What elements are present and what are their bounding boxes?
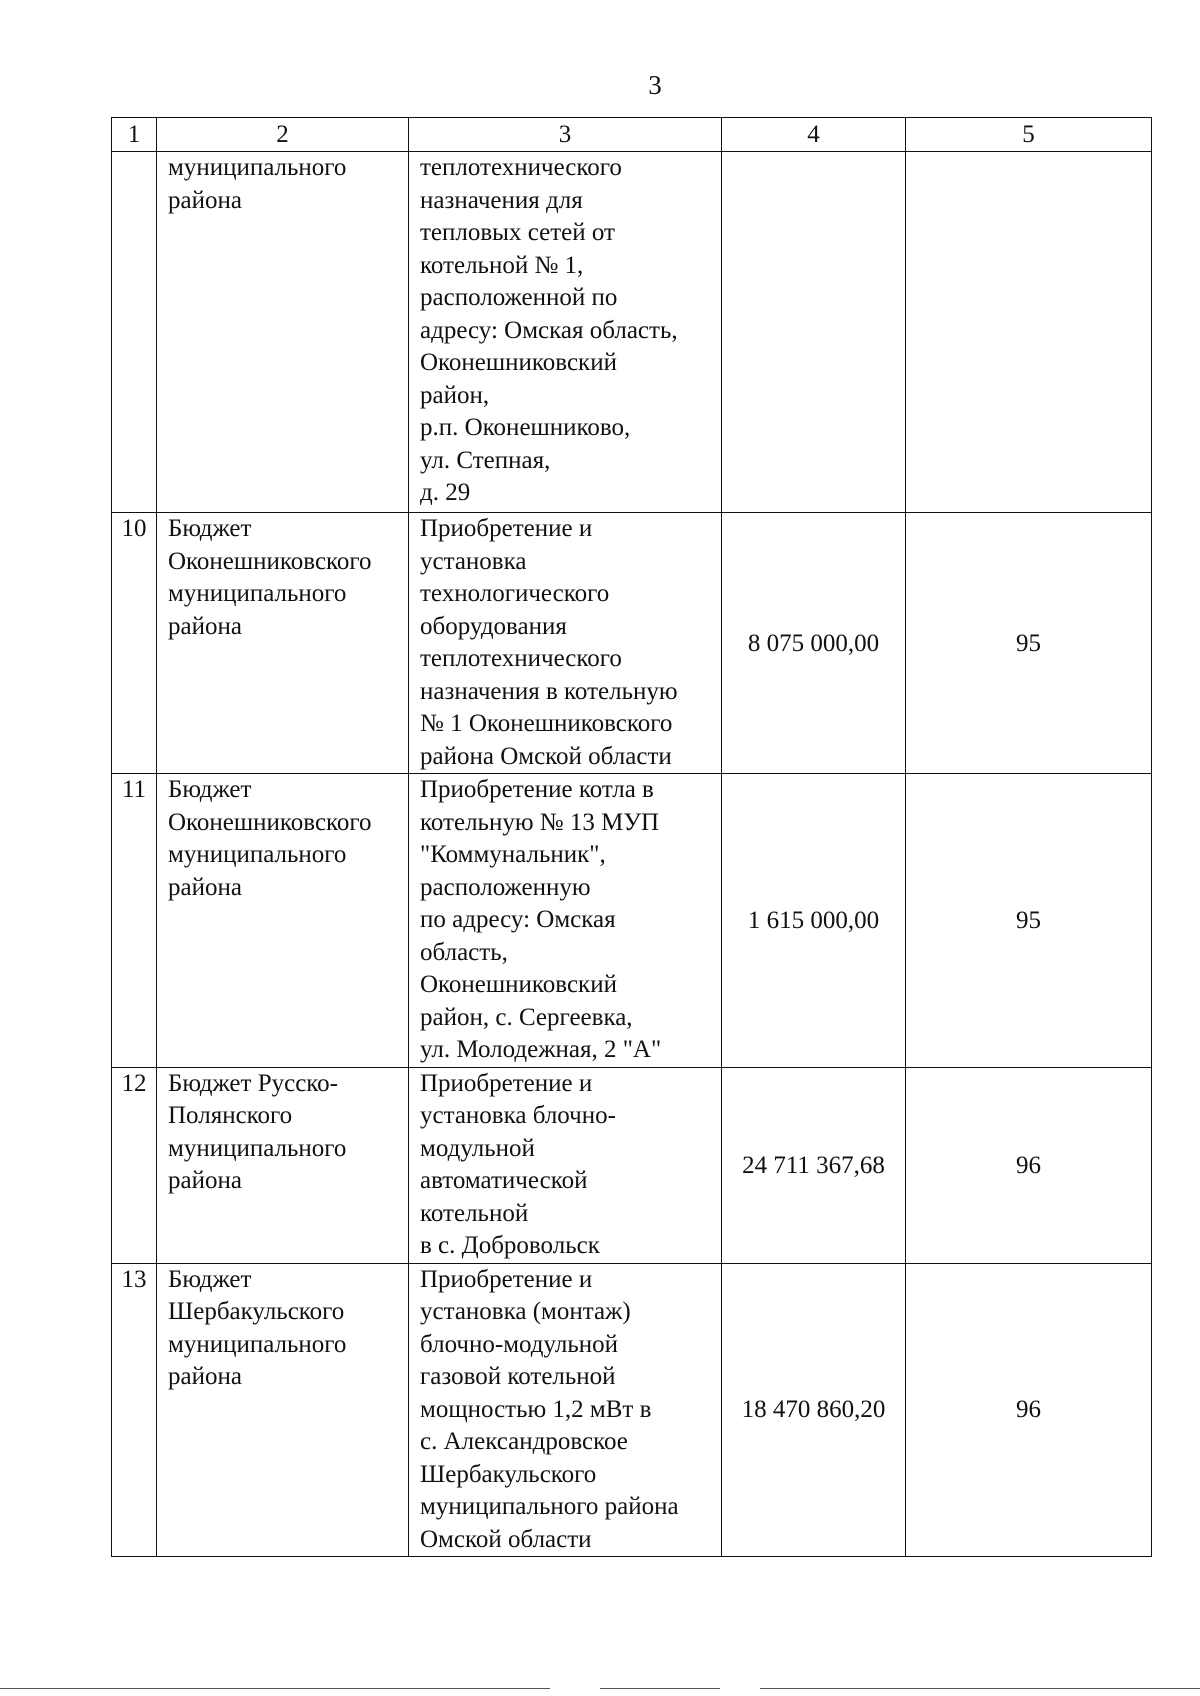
amount-cell: [722, 1263, 906, 1557]
row-number: 12: [112, 1067, 157, 1263]
share-value: 95: [1016, 906, 1041, 934]
budget-cell: Бюджет Оконешниковского муниципального района: [157, 513, 409, 774]
share-value: 96: [1016, 1396, 1041, 1424]
column-header: 4: [722, 118, 906, 152]
table-row: [112, 1263, 1152, 1557]
table-row: [112, 513, 1152, 774]
table-row: [112, 1067, 1152, 1263]
scan-edge-line: [600, 1688, 720, 1689]
column-header: 2: [157, 118, 409, 152]
amount-cell: [722, 1067, 906, 1263]
column-header: 1: [112, 118, 157, 152]
amount-cell: [722, 152, 906, 513]
row-number: 10: [112, 513, 157, 774]
column-header: 5: [906, 118, 1152, 152]
purpose-cell: Приобретение котла в котельную № 13 МУП "Коммунальник", расположенную по адресу: Омская область, Оконешниковский район, с. Сергеевка, ул. Молодежная, 2 "А": [409, 774, 722, 1068]
table-row: [112, 152, 1152, 513]
column-header: 3: [409, 118, 722, 152]
purpose-cell: Приобретение и установка блочно- модульной автоматической котельной в с. Добровольск: [409, 1067, 722, 1263]
amount-cell: [722, 774, 906, 1068]
amount-value: 8 075 000,00: [747, 629, 880, 657]
share-cell: [906, 1263, 1152, 1557]
share-value: 95: [1016, 629, 1041, 657]
share-cell: [906, 513, 1152, 774]
row-number: 13: [112, 1263, 157, 1557]
amount-cell: [722, 513, 906, 774]
share-cell: [906, 152, 1152, 513]
share-value: 96: [1016, 1151, 1041, 1179]
row-number: [112, 152, 157, 513]
amount-value: 24 711 367,68: [742, 1151, 885, 1179]
purpose-cell: теплотехнического назначения для тепловых сетей от котельной № 1, расположенной по адресу: Омская область, Оконешниковский район, р.п. Оконешниково, ул. Степная, д. 29: [409, 152, 722, 513]
scan-edge-line: [760, 1688, 1200, 1689]
table-row: [112, 774, 1152, 1068]
share-cell: [906, 774, 1152, 1068]
subsidy-table: [111, 117, 1152, 1557]
header-row: [112, 118, 1152, 152]
amount-value: 1 615 000,00: [747, 906, 880, 934]
purpose-cell: Приобретение и установка технологического оборудования теплотехнического назначения в котельную № 1 Оконешниковского района Омской области: [409, 513, 722, 774]
scan-edge-line: [0, 1688, 550, 1689]
row-number: 11: [112, 774, 157, 1068]
budget-cell: Бюджет Русско- Полянского муниципального района: [157, 1067, 409, 1263]
share-cell: [906, 1067, 1152, 1263]
budget-cell: Бюджет Оконешниковского муниципального района: [157, 774, 409, 1068]
amount-value: 18 470 860,20: [741, 1396, 886, 1424]
page-number: 3: [648, 70, 662, 100]
purpose-cell: Приобретение и установка (монтаж) блочно-модульной газовой котельной мощностью 1,2 мВт в с. Александровское Шербакульского муниципального района Омской области: [409, 1263, 722, 1557]
budget-cell: муниципального района: [157, 152, 409, 513]
budget-cell: Бюджет Шербакульского муниципального района: [157, 1263, 409, 1557]
